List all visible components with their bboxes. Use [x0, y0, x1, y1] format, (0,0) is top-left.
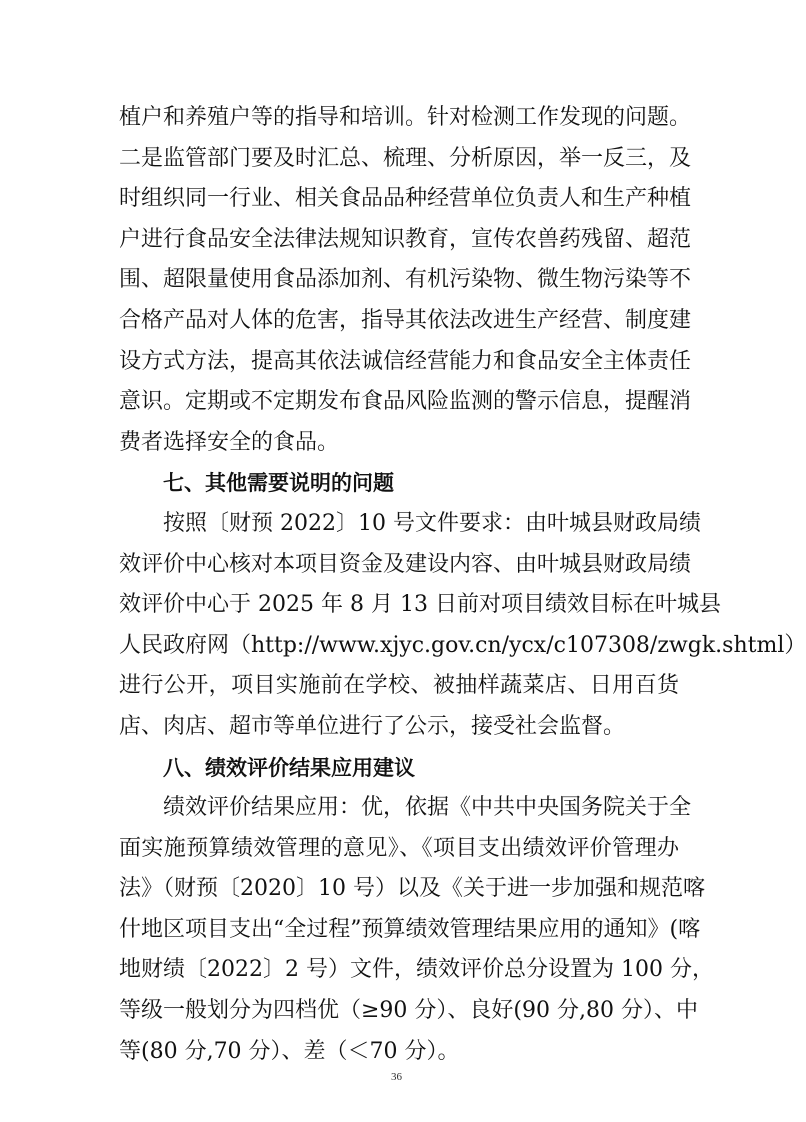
body-text-line: 效评价中心核对本项目资金及建设内容、由叶城县财政局绩: [119, 551, 692, 577]
body-text-line: 时组织同一行业、相关食品品种经营单位负责人和生产种植: [119, 186, 692, 212]
page-number: 36: [391, 1071, 402, 1083]
body-text-line: 等(80 分,70 分）、差（＜70 分）。: [119, 1038, 460, 1064]
document-body: [119, 98, 806, 1072]
body-text-line: 户进行食品安全法律法规知识教育，宣传农兽药残留、超范: [119, 226, 692, 252]
body-text-line: 植户和养殖户等的指导和培训。针对检测工作发现的问题。: [119, 105, 692, 130]
body-text-line: 意识。定期或不定期发布食品风险监测的警示信息，提醒消: [119, 389, 692, 415]
section-heading-result-application: 八、绩效评价结果应用建议: [163, 755, 415, 780]
body-text-line: 什地区项目支出“全过程”预算绩效管理结果应用的通知》(喀: [119, 916, 701, 942]
body-text-line: 法》（财预〔2020〕10 号）以及《关于进一步加强和规范喀: [119, 876, 705, 902]
body-text-line: 地财绩〔2022〕2 号）文件，绩效评价总分设置为 100 分，: [119, 957, 714, 983]
body-text-line: 人民政府网（http://www.xjyc.gov.cn/ycx/c107308/zwgk.shtml）: [119, 632, 806, 658]
section-heading-other-notes: 七、其他需要说明的问题: [163, 471, 394, 496]
body-text-line: 面实施预算绩效管理的意见》、《项目支出绩效评价管理办: [119, 835, 679, 861]
body-text-line: 二是监管部门要及时汇总、梳理、分析原因，举一反三，及: [119, 145, 692, 171]
body-text-line: 绩效评价结果应用：优，依据《中共中央国务院关于全: [163, 795, 692, 821]
body-text-line: 合格产品对人体的危害，指导其依法改进生产经营、制度建: [119, 307, 692, 333]
body-text-line: 围、超限量使用食品添加剂、有机污染物、微生物污染等不: [119, 267, 692, 293]
body-text-line: 效评价中心于 2025 年 8 月 13 日前对项目绩效目标在叶城县: [119, 592, 721, 618]
body-text-line: 按照〔财预 2022〕10 号文件要求：由叶城县财政局绩: [163, 510, 701, 536]
body-text-line: 店、肉店、超市等单位进行了公示，接受社会监督。: [119, 713, 626, 739]
body-text-line: 进行公开，项目实施前在学校、被抽样蔬菜店、日用百货: [119, 673, 679, 699]
body-text-line: 设方式方法，提高其依法诚信经营能力和食品安全主体责任: [119, 348, 692, 374]
body-text-line: 费者选择安全的食品。: [119, 429, 340, 455]
body-text-line: 等级一般划分为四档优（≥90 分）、良好(90 分,80 分）、中: [119, 998, 698, 1024]
